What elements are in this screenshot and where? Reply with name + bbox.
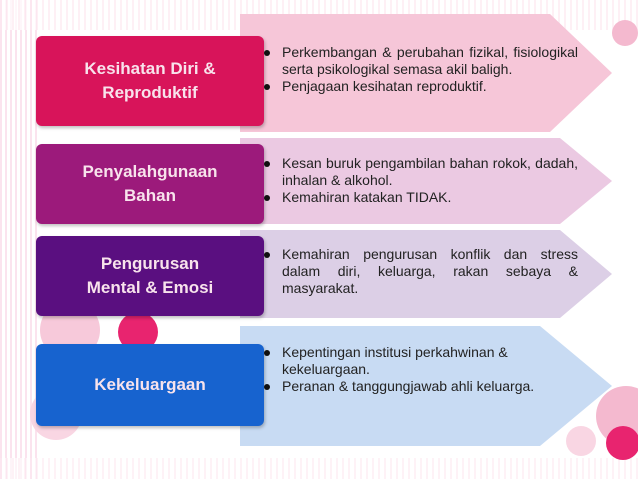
- decor-circle: [612, 20, 638, 46]
- row-2-bullets: [262, 155, 578, 206]
- row-2-title-line1: Penyalahgunaan: [82, 162, 218, 181]
- row-4-title-line1: Kekeluargaan: [94, 375, 206, 394]
- row-3-title-box: [36, 236, 264, 316]
- bullet-item: Kemahiran pengurusan konflik dan stress dalam diri, keluarga, rakan sebaya & masyarakat.: [262, 246, 578, 297]
- row-4-bullets: [262, 344, 554, 395]
- row-1-bullets: [262, 44, 578, 95]
- row-4-title-box: [36, 344, 264, 426]
- row-1-title-box: [36, 36, 264, 126]
- bullet-item: Kepentingan institusi perkahwinan & kekeluargaan.: [262, 344, 554, 378]
- row-2-title-box: [36, 144, 264, 224]
- bullet-item: Penjagaan kesihatan reproduktif.: [262, 78, 578, 95]
- row-3-title-line2: Mental & Emosi: [86, 278, 214, 297]
- bullet-item: Peranan & tanggungjawab ahli keluarga.: [262, 378, 554, 395]
- bullet-item: Kesan buruk pengambilan bahan rokok, dadah, inhalan & alkohol.: [262, 155, 578, 189]
- row-3-bullets: [262, 246, 578, 297]
- bullet-item: Kemahiran katakan TIDAK.: [262, 189, 578, 206]
- row-1-title-line2: Reproduktif: [102, 83, 198, 102]
- background-stripes-bottom: [0, 458, 638, 479]
- row-1-title-line1: Kesihatan Diri &: [84, 59, 216, 78]
- row-2-title-line2: Bahan: [124, 186, 176, 205]
- bullet-item: Perkembangan & perubahan fizikal, fisiologikal serta psikologikal semasa akil baligh.: [262, 44, 578, 78]
- row-3-title-line1: Pengurusan: [100, 254, 200, 273]
